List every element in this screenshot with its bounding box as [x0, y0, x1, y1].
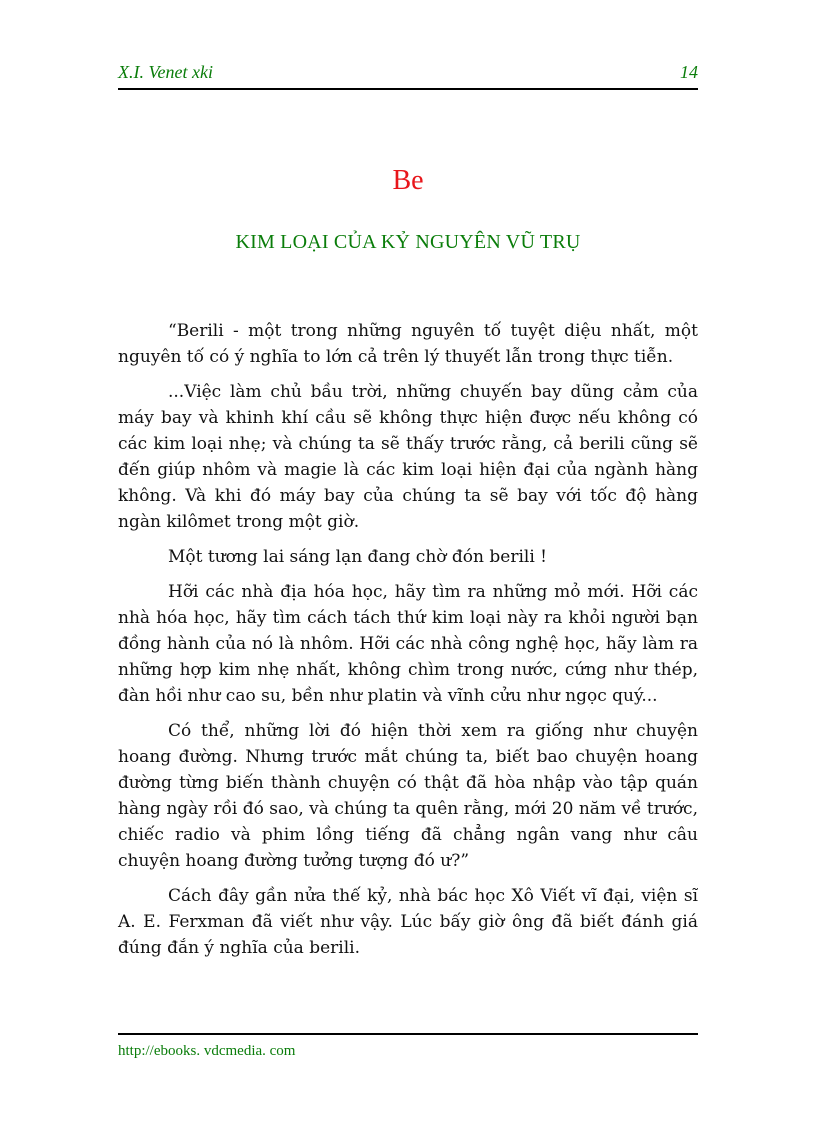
- chapter-symbol: Be: [392, 165, 424, 196]
- footer-url: http://ebooks. vdcmedia. com: [118, 1043, 296, 1059]
- paragraph: “Berili - một trong những nguyên tố tuyệt diệu nhất, một nguyên tố có ý nghĩa to lớn cả trên lý thuyết lẫn trong thực tiễn.: [118, 321, 698, 367]
- paragraph: Một tương lai sáng lạn đang chờ đón berili !: [168, 547, 548, 567]
- paragraph: ...Việc làm chủ bầu trời, những chuyến bay dũng cảm của máy bay và khinh khí cầu sẽ không thực hiện được nếu không có các kim loại nhẹ; và chúng ta sẽ thấy trước rằng, cả berili cũng sẽ đến giúp nhôm và magie là các kim loại hiện đại của ngành hàng không. Và khi đó máy bay của chúng ta sẽ bay với tốc độ hàng ngàn kilômet trong một giờ.: [118, 382, 698, 532]
- body-text: [118, 318, 698, 970]
- paragraph: Cách đây gần nửa thế kỷ, nhà bác học Xô Viết vĩ đại, viện sĩ A. E. Ferxman đã viết như vậy. Lúc bấy giờ ông đã biết đánh giá đúng đắn ý nghĩa của berili.: [118, 886, 698, 958]
- chapter-title: KIM LOẠI CỦA KỶ NGUYÊN VŨ TRỤ: [235, 231, 581, 253]
- paragraph: Có thể, những lời đó hiện thời xem ra giống như chuyện hoang đường. Nhưng trước mắt chúng ta, biết bao chuyện hoang đường từng biến thành chuyện có thật đã hòa nhập vào tập quán hàng ngày rồi đó sao, và chúng ta quên rằng, mới 20 năm về trước, chiếc radio và phim lồng tiếng đã chẳng ngân vang như câu chuyện hoang đường tưởng tượng đó ư?”: [118, 721, 698, 871]
- page-number: 14: [680, 62, 698, 82]
- footer-divider: [118, 1033, 698, 1035]
- paragraph: Hỡi các nhà địa hóa học, hãy tìm ra những mỏ mới. Hỡi các nhà hóa học, hãy tìm cách tách thứ kim loại này ra khỏi người bạn đồng hành của nó là nhôm. Hỡi các nhà công nghệ học, hãy làm ra những hợp kim nhẹ nhất, không chìm trong nước, cứng như thép, đàn hồi như cao su, bền như platin và vĩnh cửu như ngọc quý...: [118, 582, 698, 706]
- page-header: [118, 60, 698, 90]
- header-author: X.I. Venet xki: [118, 62, 213, 82]
